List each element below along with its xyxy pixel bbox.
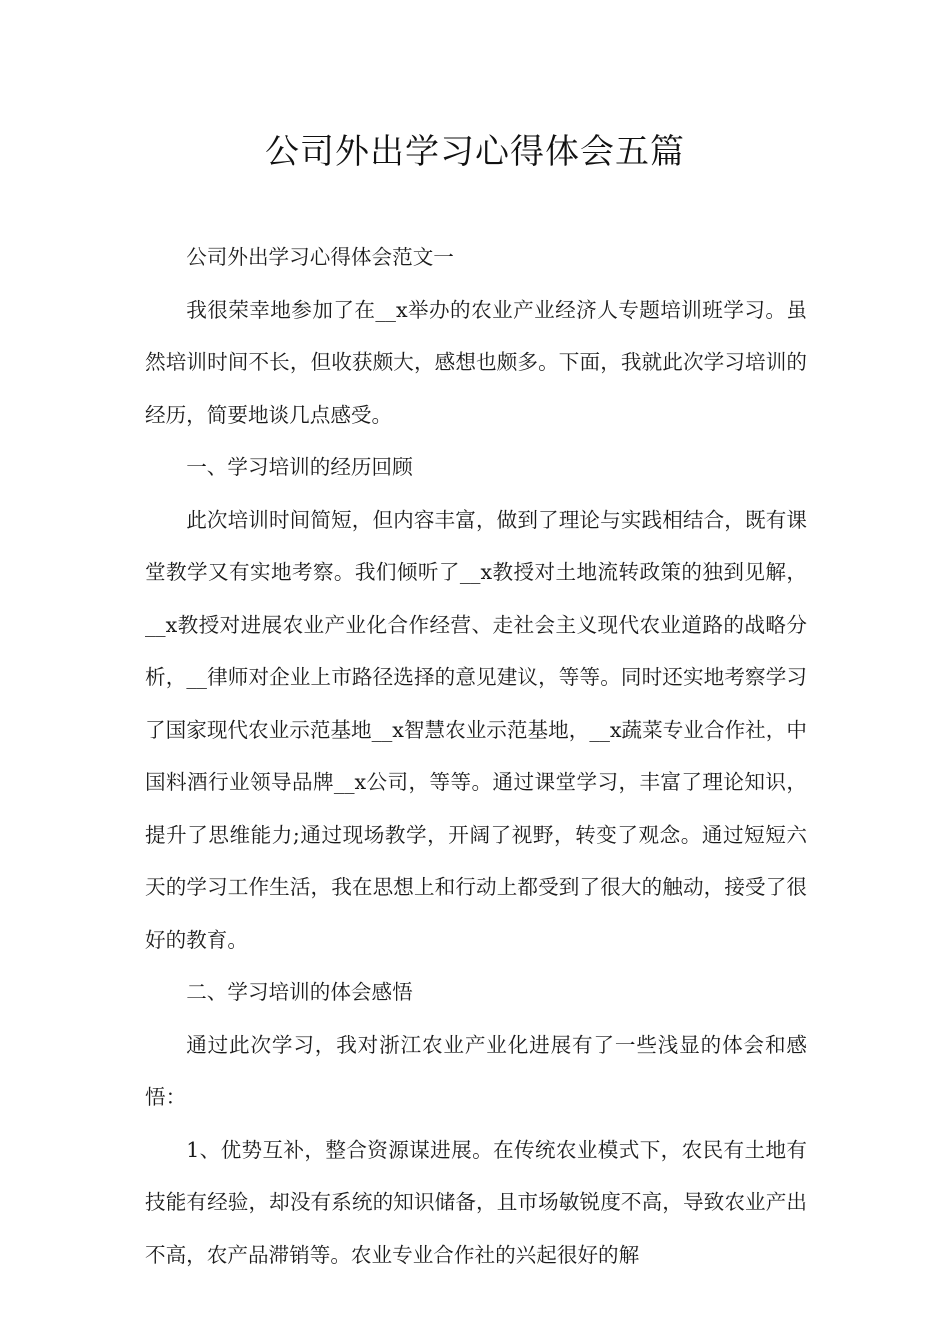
paragraph-review: 此次培训时间简短，但内容丰富，做到了理论与实践相结合，既有课堂教学又有实地考察。我们倾听了__x教授对土地流转政策的独到见解，__x教授对进展农业产业化合作经营、走社会主义现代农业道路的战略分析，__律师对企业上市路径选择的意见建议，等等。同时还实地考察学习了国家现代农业示范基地__x智慧农业示范基地，__x蔬菜专业合作社，中国料酒行业领导品牌__x公司，等等。通过课堂学习，丰富了理论知识，提升了思维能力;通过现场教学，开阔了视野，转变了观念。通过短短六天的学习工作生活，我在思想上和行动上都受到了很大的触动，接受了很好的教育。	[145, 507, 807, 952]
section-heading-sample-one: 公司外出学习心得体会范文一	[186, 245, 454, 269]
document-title: 公司外出学习心得体会五篇	[265, 132, 685, 172]
paragraph-intro: 我很荣幸地参加了在__x举办的农业产业经济人专题培训班学习。虽然培训时间不长，但收获颇大，感想也颇多。下面，我就此次学习培训的经历，简要地谈几点感受。	[145, 297, 807, 427]
paragraph-point-one: 1、优势互补，整合资源谋进展。在传统农业模式下，农民有土地有技能有经验，却没有系统的知识储备，且市场敏锐度不高，导致农业产出不高，农产品滞销等。农业专业合作社的兴起很好的解	[145, 1137, 807, 1267]
section-heading-insights: 二、学习培训的体会感悟	[186, 980, 413, 1004]
section-heading-review: 一、学习培训的经历回顾	[186, 455, 413, 479]
paragraph-insights-intro: 通过此次学习，我对浙江农业产业化进展有了一些浅显的体会和感悟：	[145, 1032, 807, 1109]
document-body	[145, 231, 807, 1281]
